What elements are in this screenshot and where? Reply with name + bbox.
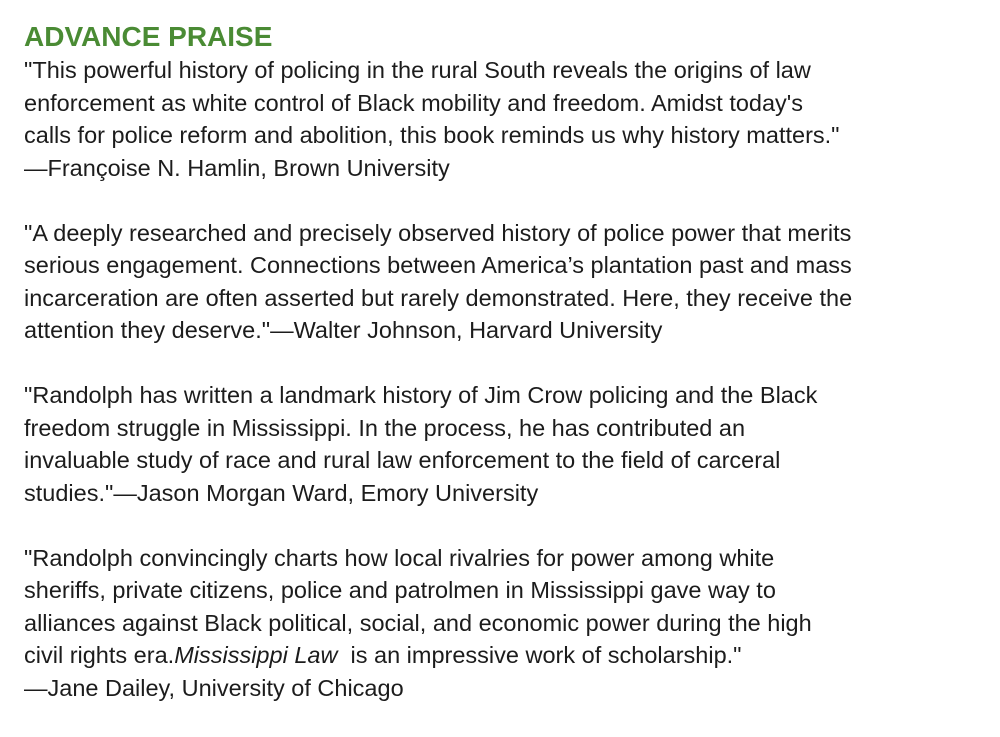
quote-text: civil rights era.	[24, 642, 175, 668]
quote-line: serious engagement. Connections between America’s plantation past and mass	[24, 252, 852, 278]
quote-line: calls for police reform and abolition, this book reminds us why history matters."	[24, 122, 840, 148]
quote-line: "Randolph convincingly charts how local rivalries for power among white	[24, 544, 775, 571]
book-title: Mississippi Law	[174, 642, 338, 668]
quote-line: alliances against Black political, social, and economic power during the high	[24, 609, 812, 636]
advance-praise-page	[24, 20, 984, 737]
praise-quote-3	[24, 379, 984, 509]
quote-line-with-attribution: attention they deserve."—Walter Johnson, Harvard University	[24, 317, 663, 343]
quote-line: invaluable study of race and rural law enforcement to the field of carceral	[24, 447, 781, 473]
quote-line: "Randolph has written a landmark history of Jim Crow policing and the Black	[24, 382, 818, 408]
quote-attribution: —Françoise N. Hamlin, Brown University	[24, 154, 450, 181]
quote-line: freedom struggle in Mississippi. In the process, he has contributed an	[24, 414, 746, 441]
quote-line-with-attribution: studies."—Jason Morgan Ward, Emory University	[24, 479, 539, 506]
quote-line: incarceration are often asserted but rarely demonstrated. Here, they receive the	[24, 284, 853, 311]
praise-quote-2	[24, 217, 984, 347]
quote-line: sheriffs, private citizens, police and patrolmen in Mississippi gave way to	[24, 577, 776, 603]
quote-line: enforcement as white control of Black mobility and freedom. Amidst today's	[24, 89, 804, 116]
quote-text: is an impressive work of scholarship."	[337, 642, 742, 668]
praise-quote-4	[24, 542, 984, 705]
quote-line: "A deeply researched and precisely observed history of police power that merits	[24, 219, 852, 246]
praise-quote-1	[24, 54, 984, 184]
section-heading: ADVANCE PRAISE	[24, 21, 273, 52]
quote-attribution: —Jane Dailey, University of Chicago	[24, 674, 404, 701]
quote-line: "This powerful history of policing in the rural South reveals the origins of law	[24, 57, 811, 83]
quote-line	[24, 639, 984, 672]
